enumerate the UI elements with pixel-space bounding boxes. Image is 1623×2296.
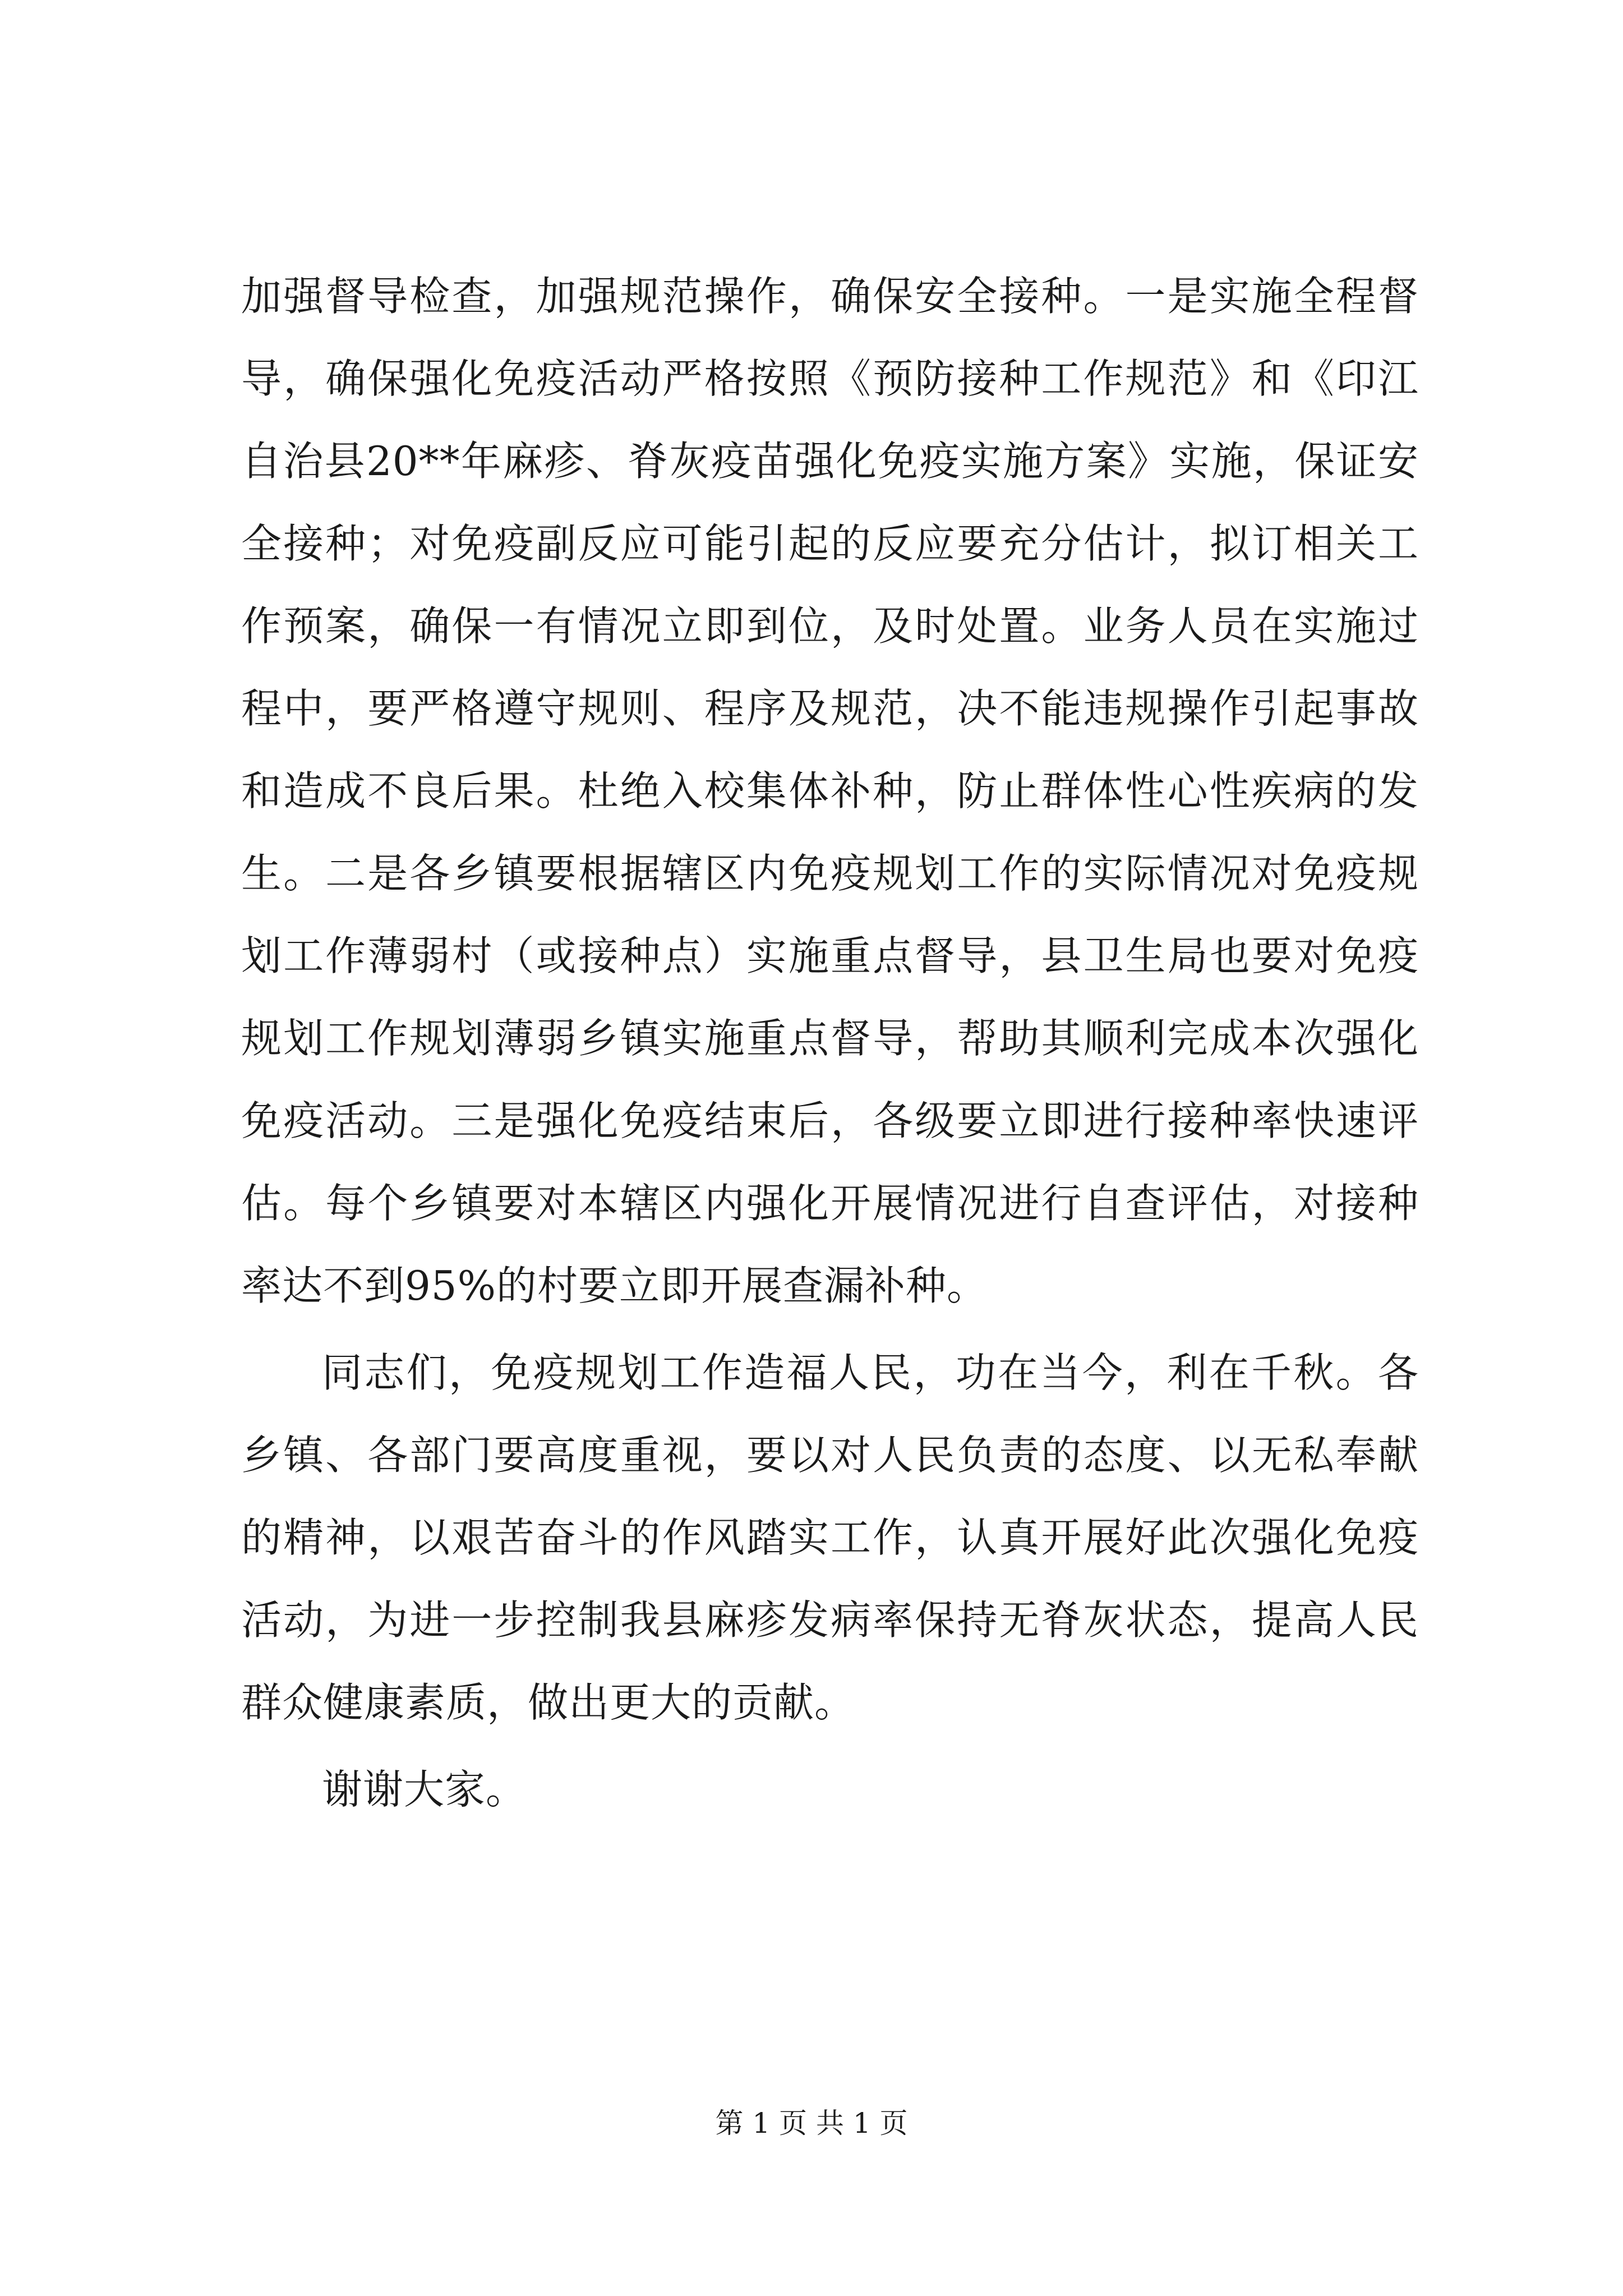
paragraph-thanks: 谢谢大家。: [322, 1766, 527, 1813]
page-number-footer: 第 1 页 共 1 页: [715, 2107, 908, 2139]
paragraph-supervision: 加强督导检查，加强规范操作，确保安全接种。一是实施全程督导，确保强化免疫活动严格按照《预防接种工作规范》和《印江自治县20**年麻疹、脊灰疫苗强化免疫实施方案》实施，保证安全接种；对免疫副反应可能引起的反应要充分估计，拟订相关工作预案，确保一有情况立即到位，及时处置。业务人员在实施过程中，要严格遵守规则、程序及规范，决不能违规操作引起事故和造成不良后果。杜绝入校集体补种，防止群体性心性疾病的发生。二是各乡镇要根据辖区内免疫规划工作的实际情况对免疫规划工作薄弱村（或接种点）实施重点督导，县卫生局也要对免疫规划工作规划薄弱乡镇实施重点督导，帮助其顺利完成本次强化免疫活动。三是强化免疫结束后，各级要立即进行接种率快速评估。每个乡镇要对本辖区内强化开展情况进行自查评估，对接种率达不到95%的村要立即开展查漏补种。: [241, 273, 1419, 1309]
paragraph-closing-appeal: 同志们，免疫规划工作造福人民，功在当今，利在千秋。各乡镇、各部门要高度重视，要以对人民负责的态度、以无私奉献的精神，以艰苦奋斗的作风踏实工作，认真开展好此次强化免疫活动，为进一步控制我县麻疹发病率保持无脊灰状态，提高人民群众健康素质，做出更大的贡献。: [241, 1349, 1419, 1726]
document-body: [241, 255, 1419, 1831]
